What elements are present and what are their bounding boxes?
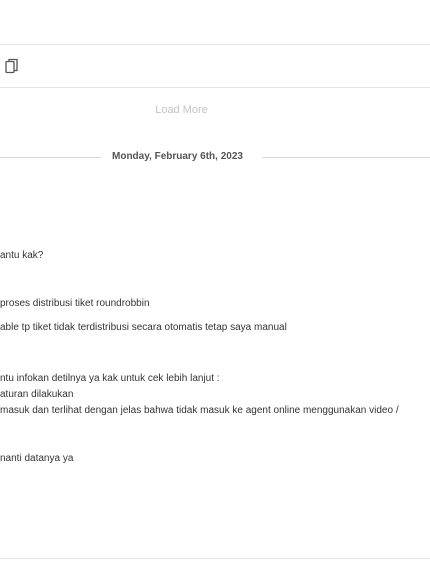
message-line: able tp tiket tidak terdistribusi secara otomatis tetap saya manual: [0, 322, 287, 333]
separator-line: [0, 157, 101, 158]
message-line: proses distribusi tiket roundrobbin: [0, 298, 150, 309]
message-line: masuk dan terlihat dengan jelas bahwa tidak masuk ke agent online menggunakan video /: [0, 405, 399, 416]
date-separator: [0, 151, 430, 165]
message-line: ntu infokan detilnya ya kak untuk cek lebih lanjut :: [0, 373, 220, 384]
separator-line: [262, 157, 430, 158]
copy-icon[interactable]: [5, 58, 19, 74]
message-line: antu kak?: [0, 250, 44, 261]
message-line: nanti datanya ya: [0, 453, 74, 464]
load-more-button[interactable]: Load More: [155, 104, 208, 116]
message-line: aturan dilakukan: [0, 389, 74, 400]
date-label: Monday, February 6th, 2023: [112, 151, 243, 162]
divider: [0, 44, 430, 45]
divider: [0, 558, 430, 559]
divider: [0, 87, 430, 88]
